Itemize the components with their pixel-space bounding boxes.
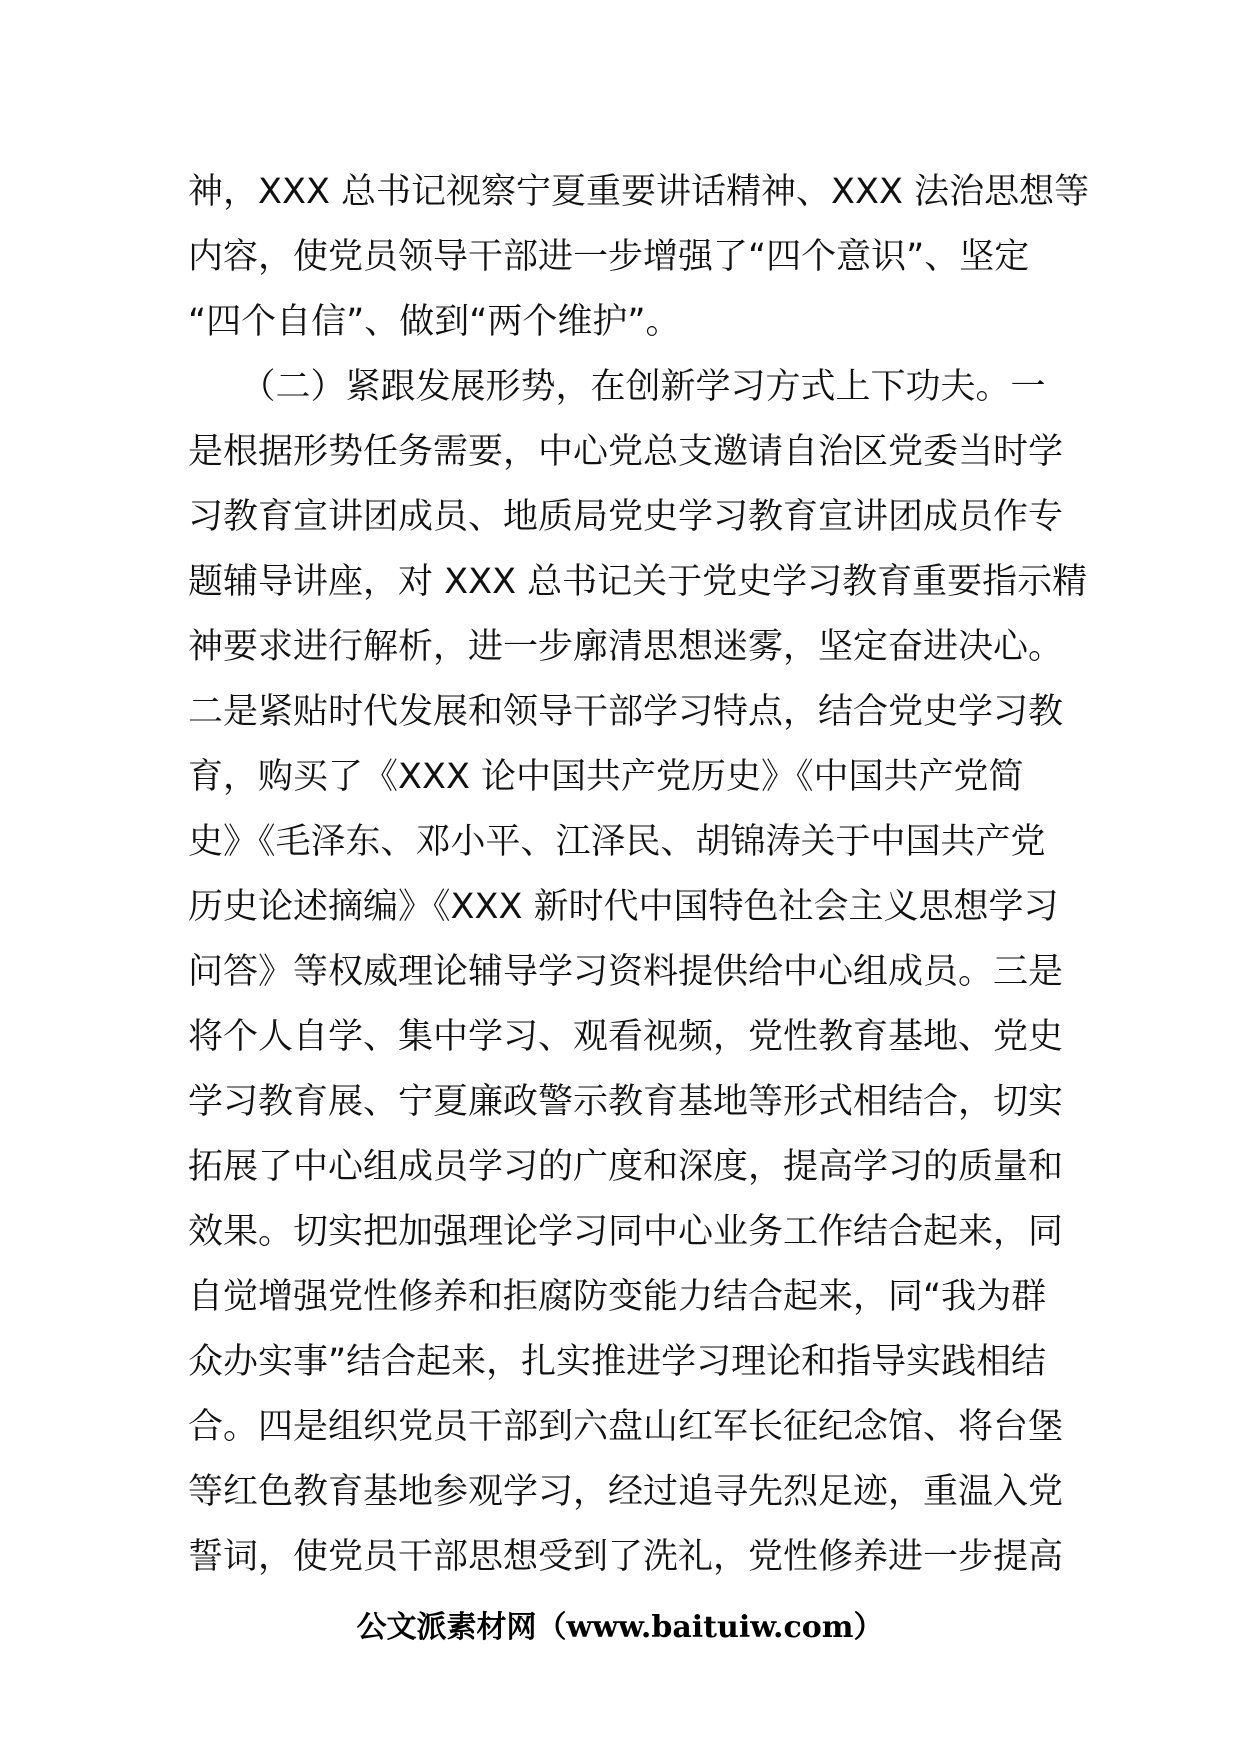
text-line: 等红色教育基地参观学习，经过追寻先烈足迹，重温入党 <box>188 1472 1064 1512</box>
text-line: 学习教育展、宁夏廉政警示教育基地等形式相结合，切实 <box>188 1082 1064 1122</box>
text-line: “四个自信”、做到“两个维护”。 <box>188 302 681 342</box>
text-line: 历史论述摘编》《XXX 新时代中国特色社会主义思想学习 <box>188 887 1059 927</box>
text-line: （二）紧跟发展形势，在创新学习方式上下功夫。一 <box>188 367 1046 407</box>
text-line: 问答》等权威理论辅导学习资料提供给中心组成员。三是 <box>188 952 1064 992</box>
text-line: 习教育宣讲团成员、地质局党史学习教育宣讲团成员作专 <box>188 497 1064 537</box>
body-text <box>188 160 1090 1590</box>
text-line: 题辅导讲座，对 XXX 总书记关于党史学习教育重要指示精 <box>188 562 1088 602</box>
text-line: 将个人自学、集中学习、观看视频，党性教育基地、党史 <box>188 1017 1064 1057</box>
text-line: 众办实事”结合起来，扎实推进学习理论和指导实践相结 <box>188 1342 1047 1382</box>
text-line: 神要求进行解析，进一步廓清思想迷雾，坚定奋进决心。 <box>188 627 1064 667</box>
text-line: 内容，使党员领导干部进一步增强了“四个意识”、坚定 <box>188 237 1030 277</box>
text-line: 合。四是组织党员干部到六盘山红军长征纪念馆、将台堡 <box>188 1407 1064 1447</box>
text-line: 效果。切实把加强理论学习同中心业务工作结合起来，同 <box>188 1212 1064 1252</box>
text-line: 拓展了中心组成员学习的广度和深度，提高学习的质量和 <box>188 1147 1064 1187</box>
text-line: 神，XXX 总书记视察宁夏重要讲话精神、XXX 法治思想等 <box>188 172 1090 212</box>
footer-watermark: 公文派素材网（www.baituiw.com） <box>356 1610 884 1645</box>
text-line: 自觉增强党性修养和拒腐防变能力结合起来，同“我为群 <box>188 1277 1047 1317</box>
text-line: 育，购买了《XXX 论中国共产党历史》《中国共产党简 <box>188 757 1024 797</box>
text-line: 史》《毛泽东、邓小平、江泽民、胡锦涛关于中国共产党 <box>188 822 1046 862</box>
text-line: 誓词，使党员干部思想受到了洗礼，党性修养进一步提高 <box>188 1537 1064 1577</box>
text-line: 是根据形势任务需要，中心党总支邀请自治区党委当时学 <box>188 432 1064 472</box>
text-line: 二是紧贴时代发展和领导干部学习特点，结合党史学习教 <box>188 692 1064 732</box>
